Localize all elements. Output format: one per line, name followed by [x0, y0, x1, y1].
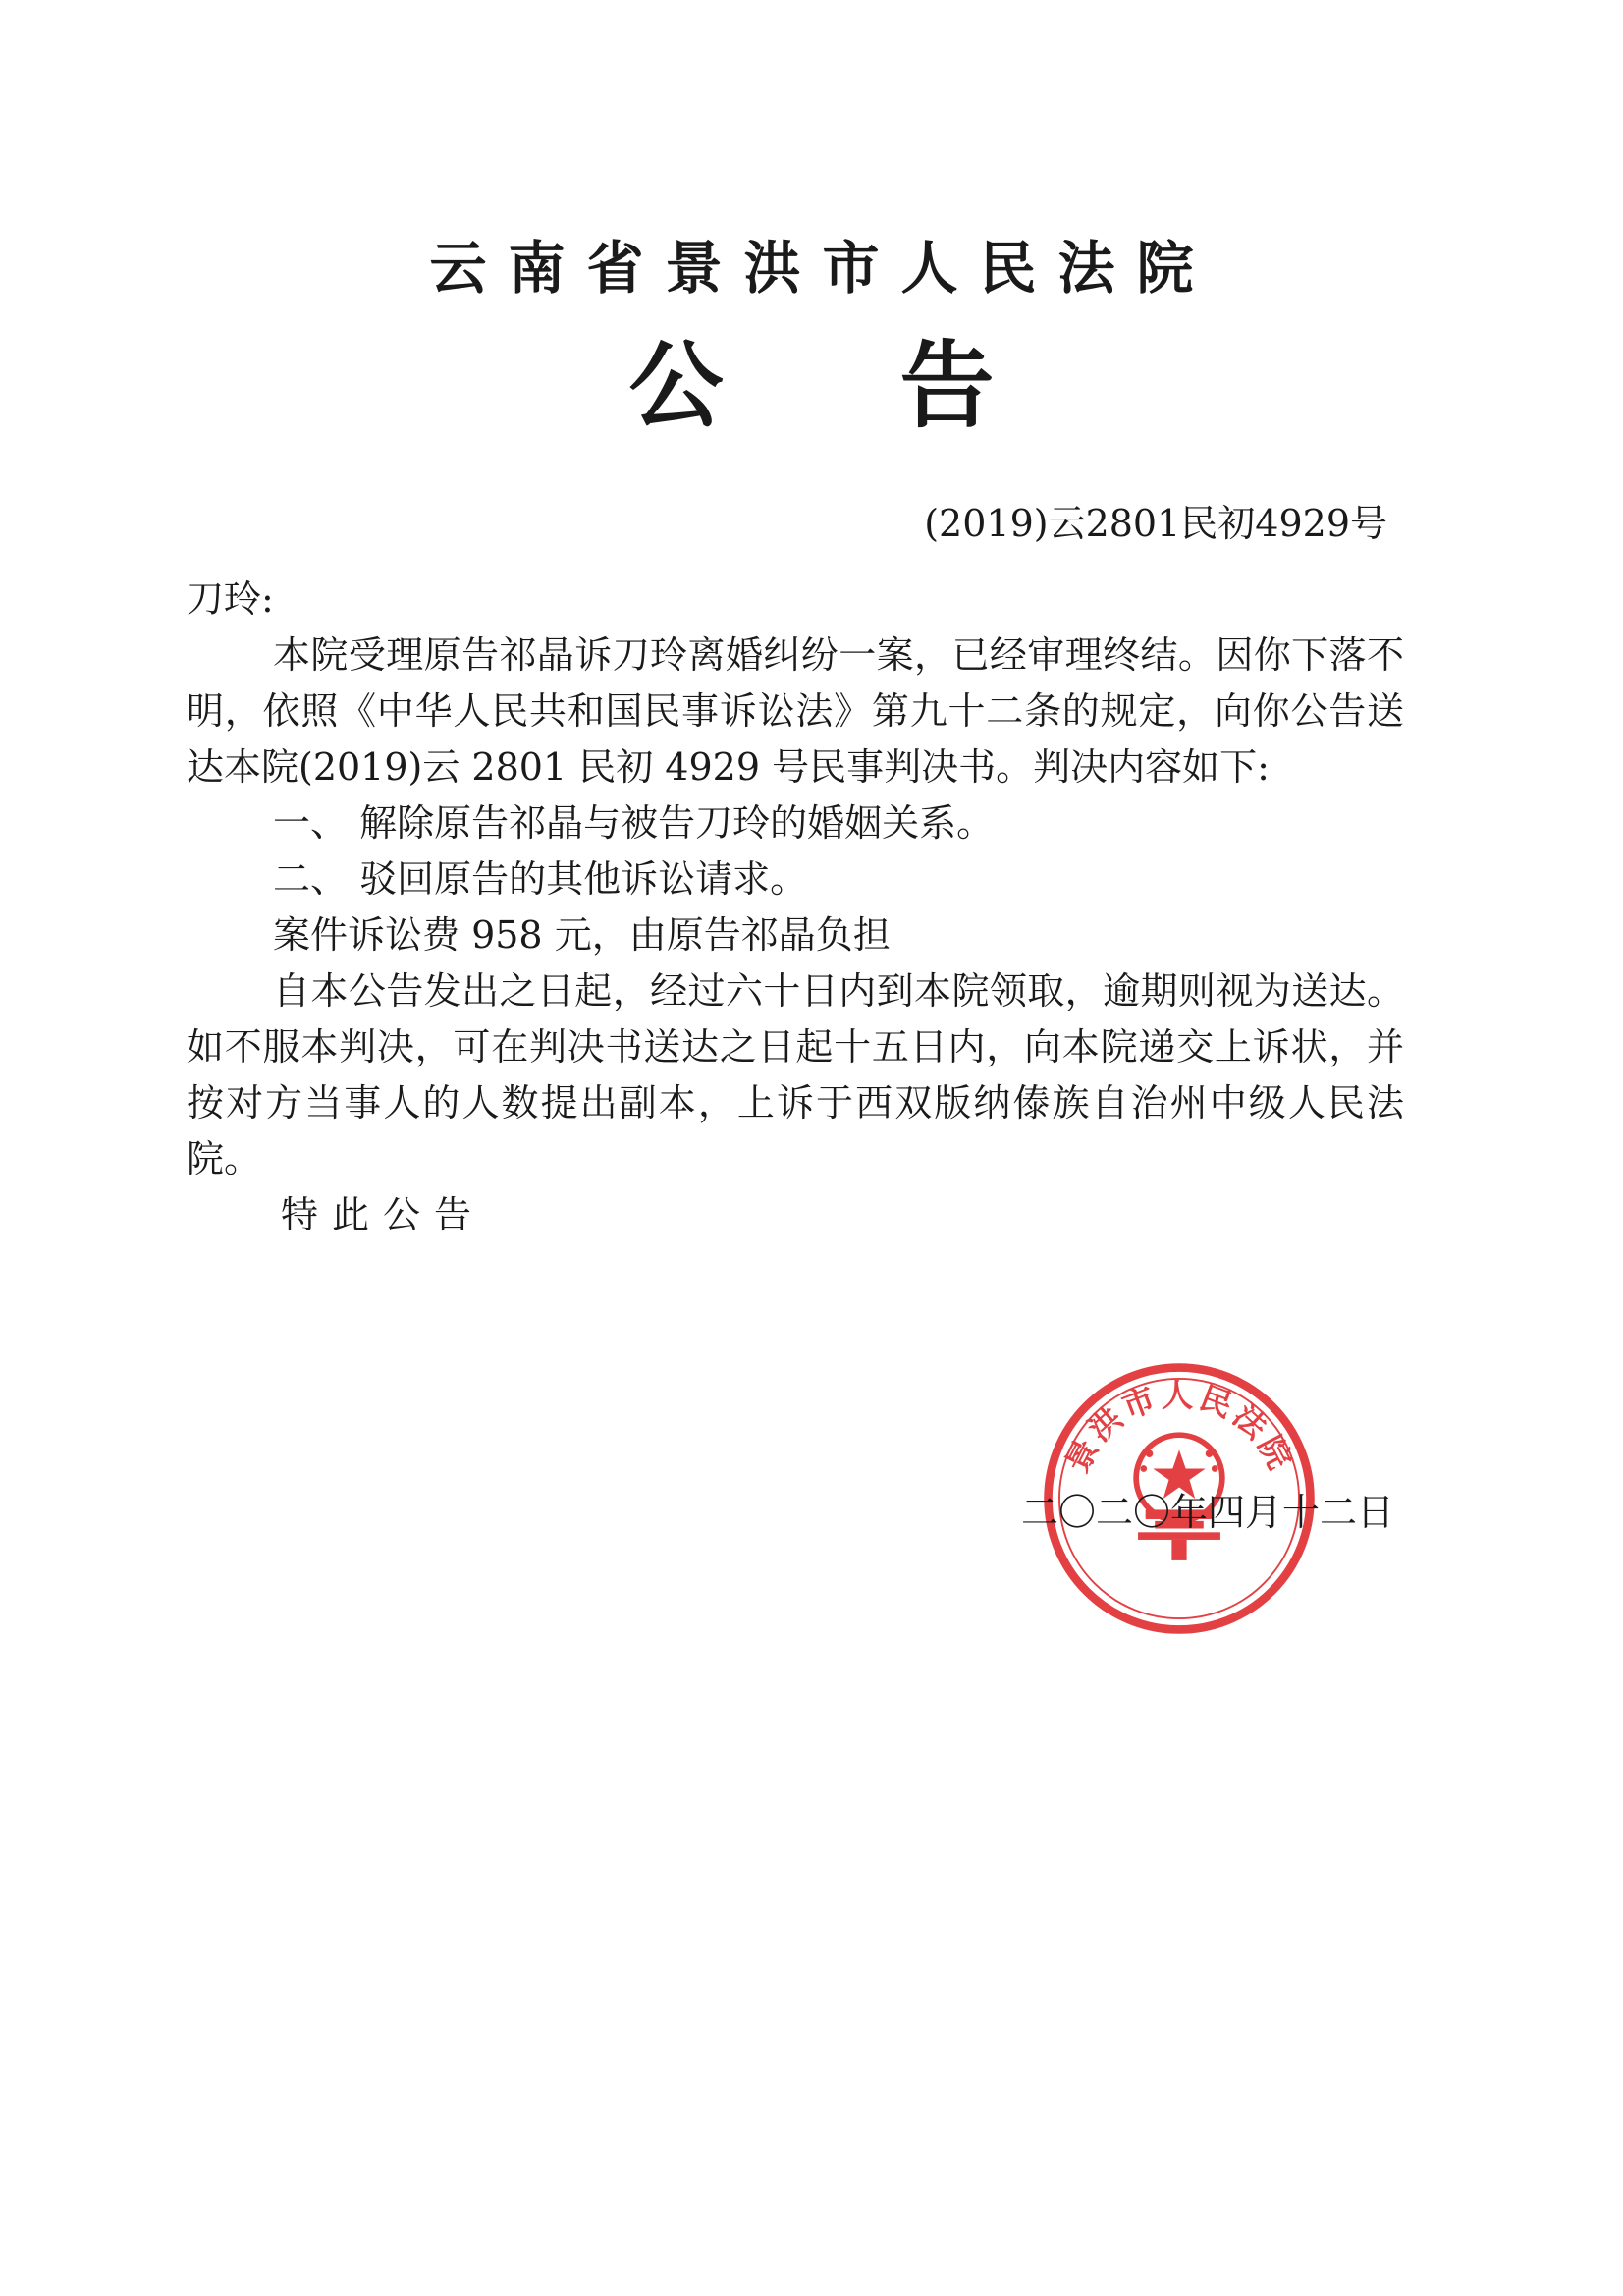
litigation-fee: 案件诉讼费 958 元，由原告祁晶负担	[273, 913, 891, 957]
judgment-item-1: 一、 解除原告祁晶与被告刀玲的婚姻关系。	[273, 801, 995, 845]
announcement-title	[0, 332, 1623, 440]
court-name-heading: 云南省景洪市人民法院	[429, 235, 1216, 301]
paragraph-case-summary: 本院受理原告祁晶诉刀玲离婚纠纷一案，已经审理终结。因你下落不明，依照《中华人民共和国民事诉讼法》第九十二条的规定，向你公告送达本院(2019)云 2801 民初 4929 号民事判决书。判决内容如下:	[187, 633, 1404, 789]
addressee: 刀玲:	[187, 577, 274, 621]
case-number: (2019)云2801民初4929号	[924, 502, 1387, 545]
seal-text: 景洪市人民法院	[1057, 1376, 1301, 1479]
announcement-body	[187, 572, 1404, 1243]
paragraph-service-appeal: 自本公告发出之日起，经过六十日内到本院领取，逾期则视为送达。如不服本判决，可在判决书送达之日起十五日内，向本院递交上诉状，并按对方当事人的人数提出副本，上诉于西双版纳傣族自治州中级人民法院。	[187, 969, 1404, 1180]
announcement-title-right: 告	[899, 331, 995, 441]
closing-phrase: 特此公告	[281, 1193, 486, 1236]
judgment-item-2: 二、 驳回原告的其他诉讼请求。	[273, 857, 808, 901]
announcement-title-left: 公	[628, 331, 724, 441]
announcement-date: 二〇二〇年四月十二日	[1020, 1491, 1394, 1534]
